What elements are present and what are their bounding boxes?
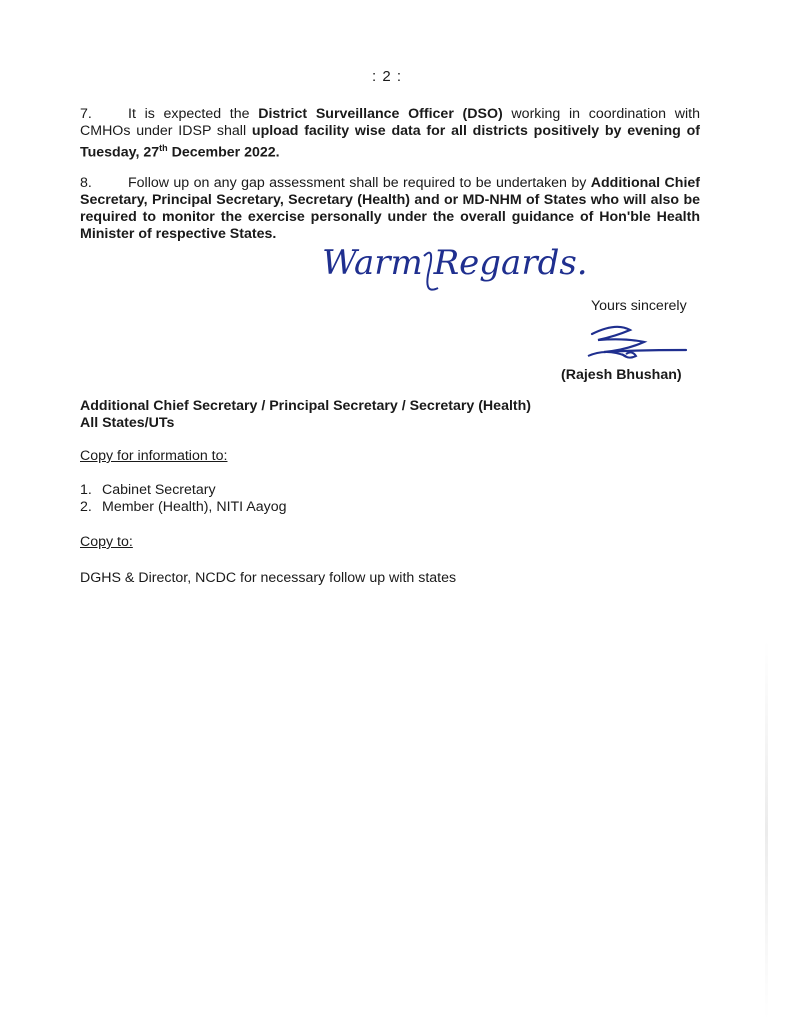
addressee-line: Additional Chief Secretary / Principal Secretary / Secretary (Health) [80, 398, 532, 414]
copy-to-heading: Copy to: [80, 534, 133, 550]
paragraph-bold-text: District Surveillance Officer (DSO) [258, 106, 503, 122]
ordinal-suffix: th [159, 143, 168, 153]
list-item-number: 1. [80, 482, 92, 498]
paragraph-bold-text: Additional Chief Secretary, Principal Secretary, Secretary (Health) and or MD-NHM of States who will also be required to monitor the exercise personally under the overall guidance of Hon'ble Health Minister of respective States. [80, 175, 700, 242]
list-item [80, 499, 287, 516]
copy-for-information-heading: Copy for information to: [80, 448, 228, 464]
paragraph-bold-text: December 2022. [167, 144, 280, 161]
scan-edge-shadow [765, 640, 768, 1020]
signatory-name: (Rajesh Bhushan) [561, 367, 682, 383]
paragraph-8 [80, 175, 700, 243]
addressee-block [80, 398, 531, 432]
page-number: : 2 : [372, 68, 403, 85]
handwritten-regards [318, 236, 588, 311]
list-item [80, 482, 287, 499]
list-item-text: Member (Health), NITI Aayog [102, 499, 287, 515]
paragraph-text: Follow up on any gap assessment shall be required to be undertaken by [128, 175, 591, 191]
copy-recipient-list [80, 482, 287, 516]
addressee-line: All States/UTs [80, 415, 175, 431]
yours-sincerely: Yours sincerely [591, 298, 687, 314]
paragraph-number: 8. [80, 175, 92, 191]
list-item-number: 2. [80, 499, 92, 515]
paragraph-bold-text: upload facility wise data for all districts positively by evening of Tuesday, 27 [80, 123, 701, 161]
paragraph-7 [80, 106, 700, 162]
paragraph-text: working in coordination with CMHOs under IDSP shall [80, 106, 700, 139]
copy-to-recipient: DGHS & Director, NCDC for necessary follow up with states [80, 570, 457, 586]
paragraph-text: It is expected the [128, 106, 259, 122]
handwritten-regards-text: Warm Regards. [322, 243, 588, 283]
paragraph-number: 7. [80, 106, 92, 122]
list-item-text: Cabinet Secretary [102, 482, 216, 498]
signature-image [586, 320, 696, 371]
